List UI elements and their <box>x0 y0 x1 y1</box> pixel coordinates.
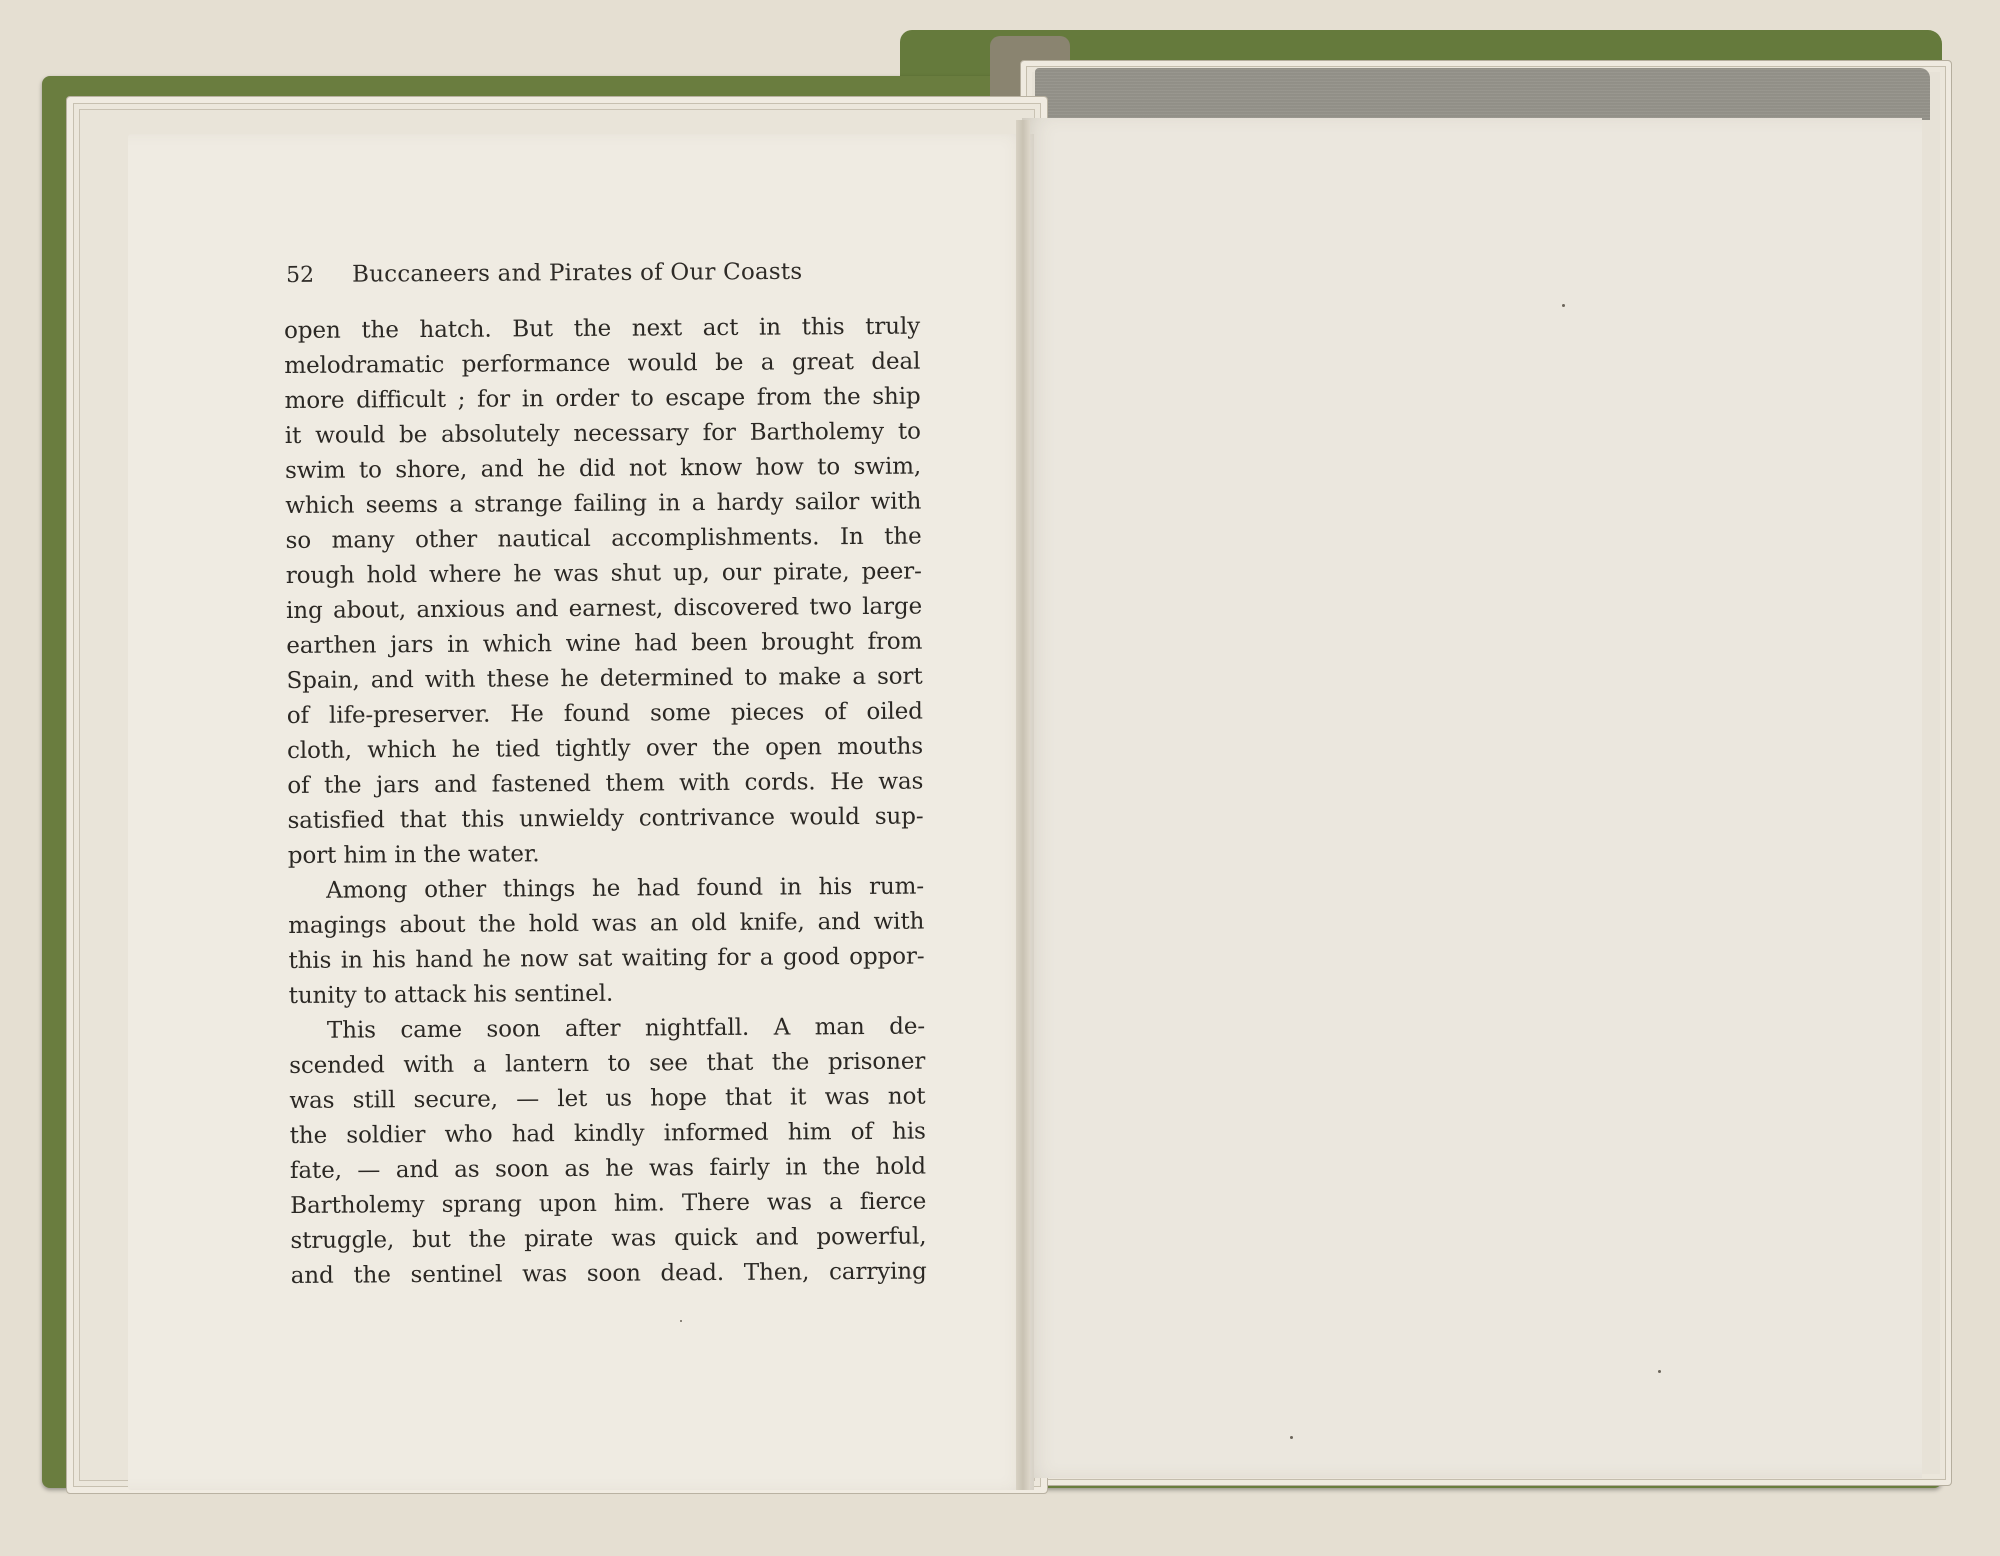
text-line: of the jars and fastened them with cords. He was <box>287 768 924 799</box>
text-line: so many other nautical accomplishments. In the <box>285 523 922 554</box>
text-line: ing about, anxious and earnest, discovered two large <box>285 593 923 624</box>
text-line: swim to shore, and he did not know how to swim, <box>285 453 922 484</box>
text-line: this in his hand he now sat waiting for a good oppor- <box>288 943 925 974</box>
text-line: cloth, which he tied tightly over the open mouths <box>286 733 924 764</box>
text-line: tunity to attack his sentinel. <box>288 980 614 1009</box>
text-line: rough hold where he was shut up, our pirate, peer- <box>285 558 922 589</box>
text-line: This came soon after nightfall. A man de- <box>326 1013 926 1044</box>
text-line: magings about the hold was an old knife, and with <box>288 908 925 939</box>
page-body-text <box>284 310 927 1294</box>
text-line: open the hatch. But the next act in this truly <box>284 313 921 344</box>
text-line: melodramatic performance would be a great deal <box>284 348 921 379</box>
text-line: earthen jars in which wine had been brought from <box>286 628 923 659</box>
text-line: port him in the water. <box>287 841 540 869</box>
book-gutter <box>1016 120 1030 1490</box>
text-line: more difficult ; for in order to escape from the ship <box>284 383 921 414</box>
text-line: was still secure, — let us hope that it was not <box>289 1083 926 1114</box>
text-line: the soldier who had kindly informed him of his <box>289 1118 926 1149</box>
paper-speck <box>1290 1436 1293 1439</box>
page-block-top-edge <box>1035 68 1930 120</box>
text-line: scended with a lantern to see that the prisoner <box>289 1048 926 1079</box>
right-page-blank <box>1022 118 1922 1478</box>
text-line: struggle, but the pirate was quick and powerful, <box>290 1223 927 1254</box>
running-head <box>286 258 926 288</box>
book-title-header: Buccaneers and Pirates of Our Coasts <box>351 258 803 288</box>
paper-speck <box>1658 1370 1661 1373</box>
text-line: of life-preserver. He found some pieces of oiled <box>286 698 923 729</box>
text-line: and the sentinel was soon dead. Then, carrying <box>290 1258 927 1289</box>
paper-speck <box>1562 304 1565 307</box>
text-line: it would be absolutely necessary for Bartholemy to <box>284 418 921 449</box>
paper-speck <box>680 1320 682 1322</box>
page-number: 52 <box>286 262 315 288</box>
text-line: Bartholemy sprang upon him. There was a fierce <box>290 1188 927 1219</box>
text-line: Among other things he had found in his rum- <box>325 873 925 904</box>
text-line: fate, — and as soon as he was fairly in the hold <box>289 1153 927 1184</box>
text-line: which seems a strange failing in a hardy sailor with <box>285 488 922 519</box>
text-line: Spain, and with these he determined to make a sort <box>286 663 923 694</box>
text-line: satisfied that this unwieldy contrivance would sup- <box>287 803 924 834</box>
